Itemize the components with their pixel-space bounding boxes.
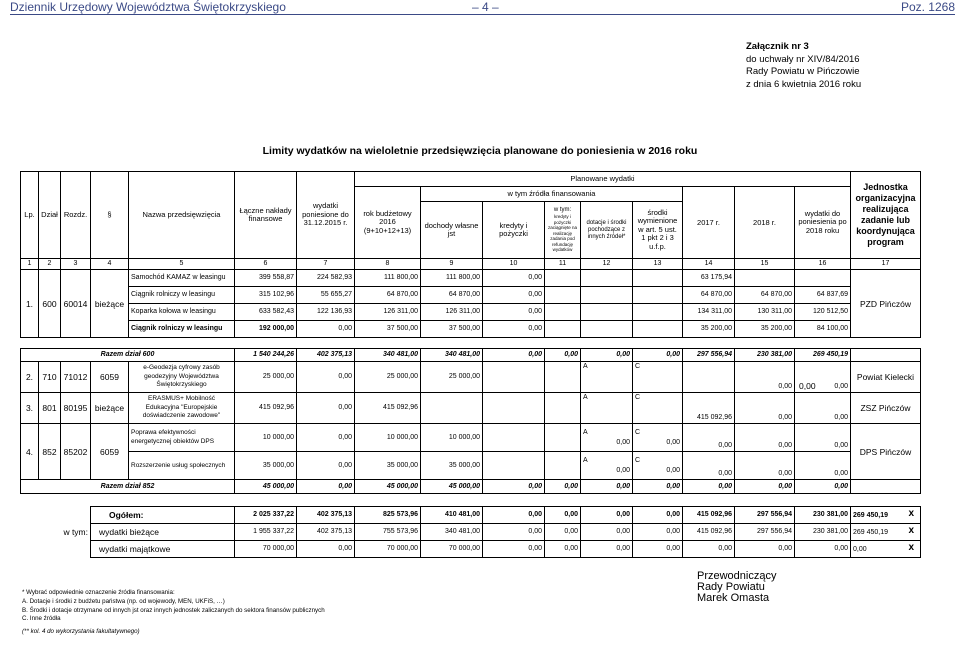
razem852-c10: 0,00: [483, 480, 545, 494]
g4-r1-c7: 0,00: [297, 424, 355, 452]
col-laczne: Łączne nakłady finansowe: [235, 172, 297, 259]
ogolem-c12: 0,00: [581, 507, 633, 524]
col-number: 7: [297, 259, 355, 270]
g2-unit-label: Powiat Kielecki: [856, 372, 915, 382]
col-number: 5: [129, 259, 235, 270]
majatkowe-c6: 70 000,00: [235, 541, 297, 558]
col-number: 12: [581, 259, 633, 270]
col-srodki: środki wymienione w art. 5 ust. 1 pkt 2 i 3 u.f.p.: [633, 202, 683, 259]
g3-rozdz: 80195: [61, 393, 91, 424]
g4-lp: 4.: [21, 424, 39, 480]
g3-c6: 415 092,96: [235, 393, 297, 424]
document-title: Limity wydatków na wieloletnie przedsięwzięcia planowane do poniesienia w 2016 roku: [262, 145, 698, 157]
razem852-c12: 0,00: [581, 480, 633, 494]
annex-title: Załącznik nr 3: [746, 41, 809, 52]
g3-c9: [421, 393, 483, 424]
ogolem-c17-value: 269 450,19: [853, 511, 889, 519]
col-rok-budzetowy: rok budżetowy 2016 (9+10+12+13): [355, 187, 421, 259]
g1-lp: 1.: [21, 270, 39, 338]
g4-r2-name: Rozszerzenie usług społecznych: [129, 452, 235, 480]
g3-par: bieżące: [91, 393, 129, 424]
g2-c16: 0,00: [799, 381, 816, 391]
g3-dzial: 801: [39, 393, 61, 424]
biezace-c6: 1 955 337,22: [235, 524, 297, 541]
footnote-2: A. Dotacje i środki z budżetu państwa (np. od wojewody, MEN, UKFiS, …): [22, 597, 225, 605]
majatkowe-x: x: [908, 542, 914, 553]
g1-r1-c7: 224 582,93: [297, 270, 355, 287]
ogolem-x: x: [908, 508, 914, 519]
signature-block: [697, 571, 776, 604]
g3-lp: 3.: [21, 393, 39, 424]
g4-r1-c14: 0,00: [683, 424, 735, 452]
col-number: 15: [735, 259, 795, 270]
signature-name: Marek Omasta: [697, 592, 770, 604]
annex-line-3: z dnia 6 kwietnia 2016 roku: [746, 78, 862, 90]
g1-r4-c14: 35 200,00: [683, 321, 735, 338]
table-row: [21, 424, 921, 452]
g4-r1-c16: 0,00: [795, 424, 851, 452]
g1-r2-c14: 64 870,00: [683, 287, 735, 304]
g2-unit: [799, 362, 921, 393]
biezace-x: x: [908, 525, 914, 536]
biezace-c16: 230 381,00: [795, 524, 851, 541]
g1-r4-c8: 37 500,00: [355, 321, 421, 338]
col-number: 8: [355, 259, 421, 270]
majatkowe-c12: 0,00: [581, 541, 633, 558]
g4-r2-c12: [581, 452, 633, 480]
col-number: 1: [21, 259, 39, 270]
razem600-label: Razem dział 600: [21, 349, 235, 362]
g4-r2-c11: [545, 452, 581, 480]
g1-r4-name: Ciągnik rolniczy w leasingu: [129, 321, 235, 338]
biezace-c17-value: 269 450,19: [853, 528, 889, 536]
journal-name: Dziennik Urzędowy Województwa Świętokrzyskiego: [10, 0, 286, 14]
col-zrodla: w tym źródła finansowania: [421, 187, 683, 202]
annex-line-2: Rady Powiatu w Pińczowie: [746, 66, 860, 78]
g1-r1-c15: [735, 270, 795, 287]
biezace-c12: 0,00: [581, 524, 633, 541]
w-tym-label: w tym:: [63, 527, 88, 537]
g1-r1-c16: [795, 270, 851, 287]
g4-r2-c12-value: 0,00: [616, 466, 630, 474]
col-number: 6: [235, 259, 297, 270]
razem600-c15: 230 381,00: [735, 349, 795, 362]
g1-r2-c7: 55 655,27: [297, 287, 355, 304]
razem852-c15: 0,00: [735, 480, 795, 494]
g1-r3-c9: 126 311,00: [421, 304, 483, 321]
g2-c7: 0,00: [297, 362, 355, 393]
ogolem-c6: 2 025 337,22: [235, 507, 297, 524]
g1-r1-c11: [545, 270, 581, 287]
annex-line-1: do uchwały nr XIV/84/2016: [746, 53, 860, 65]
g1-r2-c6: 315 102,96: [235, 287, 297, 304]
grand-total-row: [21, 507, 921, 524]
razem852-c9: 45 000,00: [421, 480, 483, 494]
col-dochody: dochody własne jst: [421, 202, 483, 259]
g4-r1-c8: 10 000,00: [355, 424, 421, 452]
g1-r2-c10: 0,00: [483, 287, 545, 304]
annex-block: [746, 41, 861, 91]
g1-r1-c13: [633, 270, 683, 287]
razem852-label: Razem dział 852: [21, 480, 235, 494]
razem600-c11: 0,00: [545, 349, 581, 362]
razem852-c11: 0,00: [545, 480, 581, 494]
g2-name: e-Geodezja cyfrowy zasób geodezyjny Województwa Świętokrzyskiego: [129, 362, 235, 393]
col-planowane: Planowane wydatki: [355, 172, 851, 187]
limits-table: [20, 171, 921, 558]
ogolem-c16-value: 230 381,00: [812, 511, 848, 518]
g1-r3-c10: 0,00: [483, 304, 545, 321]
g1-r3-c6: 633 582,43: [235, 304, 297, 321]
g1-r1-c9: 111 800,00: [421, 270, 483, 287]
signature-role: Przewodniczący: [697, 570, 777, 582]
g1-r3-c12: [581, 304, 633, 321]
signature-body: Rady Powiatu: [697, 581, 765, 593]
biezace-label: wydatki bieżące: [91, 524, 235, 541]
ogolem-c8: 825 573,96: [355, 507, 421, 524]
g4-r1-c15: 0,00: [735, 424, 795, 452]
col-nazwa: Nazwa przedsięwzięcia: [129, 172, 235, 259]
g3-unit: ZSZ Pińczów: [851, 393, 921, 424]
page-marker: – 4 –: [472, 0, 499, 14]
g1-r4-c16: 84 100,00: [795, 321, 851, 338]
g3-src13: C: [633, 393, 683, 424]
g2-c6: 25 000,00: [235, 362, 297, 393]
g3-c15: 0,00: [735, 393, 795, 424]
g3-c10: [483, 393, 545, 424]
majatkowe-c14: 0,00: [683, 541, 735, 558]
g2-par: 6059: [91, 362, 129, 393]
g2-src12: A: [581, 362, 633, 393]
g1-r2-c12: [581, 287, 633, 304]
g3-c11: [545, 393, 581, 424]
current-expenses-row: [21, 524, 921, 541]
col-w-tym: [545, 202, 581, 259]
col-number: 13: [633, 259, 683, 270]
biezace-c15: 297 556,94: [735, 524, 795, 541]
spacer: [21, 338, 921, 349]
col-2018: 2018 r.: [735, 187, 795, 259]
col-lp: Lp.: [21, 172, 39, 259]
g3-c8: 415 092,96: [355, 393, 421, 424]
g3-c16: 0,00: [795, 393, 851, 424]
col-number: 2: [39, 259, 61, 270]
g4-r1-src13: C: [635, 428, 641, 436]
razem600-c7: 402 375,13: [297, 349, 355, 362]
footnote-3: B. Środki i dotacje otrzymane od innych jst oraz innych jednostek zaliczanych do sektora finansów publicznych: [22, 606, 325, 614]
g1-r2-c16: 64 837,69: [795, 287, 851, 304]
razem852-c13: 0,00: [633, 480, 683, 494]
ogolem-c7: 402 375,13: [297, 507, 355, 524]
g4-r1-c13: [633, 424, 683, 452]
razem852-c16: 0,00: [795, 480, 851, 494]
g4-r2-c13-value: 0,00: [666, 466, 680, 474]
g4-r1-c9: 10 000,00: [421, 424, 483, 452]
ogolem-c16: [795, 507, 851, 524]
g2-rozdz: 71012: [61, 362, 91, 393]
table-row: [21, 393, 921, 424]
g1-r1-c8: 111 800,00: [355, 270, 421, 287]
razem600-c13: 0,00: [633, 349, 683, 362]
subtotal-row-852: [21, 480, 921, 494]
g1-r1-name: Samochód KAMAZ w leasingu: [129, 270, 235, 287]
g1-r3-c13: [633, 304, 683, 321]
g1-rozdz: 60014: [61, 270, 91, 338]
g4-r2-c15: 0,00: [735, 452, 795, 480]
g2-c9: 25 000,00: [421, 362, 483, 393]
razem852-c14: 0,00: [683, 480, 735, 494]
col-dzial: Dział: [39, 172, 61, 259]
g3-src12: A: [581, 393, 633, 424]
col-jednostka: Jednostka organizacyjna realizująca zadanie lub koordynująca program: [851, 172, 921, 259]
g1-r4-c13: [633, 321, 683, 338]
footnote-5: (** kol. 4 do wykorzystania fakultatywnego): [22, 628, 140, 636]
g1-par: bieżące: [91, 270, 129, 338]
g4-r1-c10: [483, 424, 545, 452]
table-row: [21, 362, 921, 393]
majatkowe-c15: 0,00: [735, 541, 795, 558]
majatkowe-blank: [21, 541, 91, 558]
majatkowe-c10: 0,00: [483, 541, 545, 558]
g1-r3-name: Koparka kołowa w leasingu: [129, 304, 235, 321]
table-row: [21, 287, 921, 304]
g1-r2-c9: 64 870,00: [421, 287, 483, 304]
razem600-c16: 269 450,19: [795, 349, 851, 362]
g4-r1-c13-value: 0,00: [666, 438, 680, 446]
razem600-c17: [851, 349, 921, 362]
g1-unit: PZD Pińczów: [851, 270, 921, 338]
g1-r3-c7: 122 136,93: [297, 304, 355, 321]
subtotal-row-600: [21, 349, 921, 362]
razem600-c9: 340 481,00: [421, 349, 483, 362]
g2-c10: [483, 362, 545, 393]
col-number: 17: [851, 259, 921, 270]
position-number: Poz. 1268: [900, 0, 955, 14]
g1-r4-c11: [545, 321, 581, 338]
col-2017: 2017 r.: [683, 187, 735, 259]
g4-r1-c12: [581, 424, 633, 452]
column-numbers-row: [21, 259, 921, 270]
biezace-c10: 0,00: [483, 524, 545, 541]
g1-r1-c12: [581, 270, 633, 287]
g1-r2-c11: [545, 287, 581, 304]
ogolem-c17: [851, 507, 921, 524]
g3-name: ERASMUS+ Mobilność Edukacyjna "Europejskie doświadczenie zawodowe": [129, 393, 235, 424]
g4-r2-src12: A: [583, 456, 588, 464]
col-number: 14: [683, 259, 735, 270]
col-wydatki-poniesione: wydatki poniesione do 31.12.2015 r.: [297, 172, 355, 259]
g4-dzial: 852: [39, 424, 61, 480]
col-rozdz: Rozdz.: [61, 172, 91, 259]
razem600-c10: 0,00: [483, 349, 545, 362]
g1-r3-c14: 134 311,00: [683, 304, 735, 321]
g4-r2-c7: 0,00: [297, 452, 355, 480]
col-w-tym-detail: kredyty i pożyczki zaciągnięte na realizację zadania pod refundację wydatków: [547, 214, 578, 253]
table-row: [21, 321, 921, 338]
g2-dzial: 710: [39, 362, 61, 393]
g4-r2-c6: 35 000,00: [235, 452, 297, 480]
g1-r2-name: Ciągnik rolniczy w leasingu: [129, 287, 235, 304]
g2-c11: [545, 362, 581, 393]
ogolem-c14: 415 092,96: [683, 507, 735, 524]
journal-header: [10, 0, 955, 15]
majatkowe-c11: 0,00: [545, 541, 581, 558]
g1-r2-c13: [633, 287, 683, 304]
g1-r1-c14: 63 175,94: [683, 270, 735, 287]
razem852-c6: 45 000,00: [235, 480, 297, 494]
ogolem-c13: 0,00: [633, 507, 683, 524]
razem852-c17: [851, 480, 921, 494]
g3-c7: 0,00: [297, 393, 355, 424]
table-row: [21, 452, 921, 480]
g4-r2-c14: 0,00: [683, 452, 735, 480]
g2-c8: 25 000,00: [355, 362, 421, 393]
col-w-tym-label: w tym:: [553, 207, 572, 214]
g4-r1-name: Poprawa efektywności energetycznej obiektów DPS: [129, 424, 235, 452]
ogolem-c9: 410 481,00: [421, 507, 483, 524]
g4-r1-c6: 10 000,00: [235, 424, 297, 452]
majatkowe-c17: [851, 541, 921, 558]
g1-r3-c8: 126 311,00: [355, 304, 421, 321]
g1-r2-c15: 64 870,00: [735, 287, 795, 304]
razem852-c7: 0,00: [297, 480, 355, 494]
col-paragraph: §: [91, 172, 129, 259]
capital-expenses-row: [21, 541, 921, 558]
g4-unit: DPS Pińczów: [851, 424, 921, 480]
razem600-c12: 0,00: [581, 349, 633, 362]
g1-dzial: 600: [39, 270, 61, 338]
razem600-c6: 1 540 244,26: [235, 349, 297, 362]
majatkowe-c8: 70 000,00: [355, 541, 421, 558]
col-number: 16: [795, 259, 851, 270]
razem600-c14: 297 556,94: [683, 349, 735, 362]
col-po2018: wydatki do poniesienia po 2018 roku: [795, 187, 851, 259]
col-number: 4: [91, 259, 129, 270]
biezace-c14: 415 092,96: [683, 524, 735, 541]
biezace-c17: [851, 524, 921, 541]
biezace-c8: 755 573,96: [355, 524, 421, 541]
footnote-4: C. Inne źródła: [22, 615, 61, 623]
g4-r1-c12-value: 0,00: [616, 438, 630, 446]
majatkowe-c13: 0,00: [633, 541, 683, 558]
col-dotacje: dotacje i środki pochodzące z innych źródeł*: [581, 202, 633, 259]
col-kredyty: kredyty i pożyczki: [483, 202, 545, 259]
biezace-c13: 0,00: [633, 524, 683, 541]
biezace-c7: 402 375,13: [297, 524, 355, 541]
g1-r4-c9: 37 500,00: [421, 321, 483, 338]
g2-lp: 2.: [21, 362, 39, 393]
g2-c14: 0,00: [735, 362, 795, 393]
biezace-c9: 340 481,00: [421, 524, 483, 541]
g4-r2-src13: C: [635, 456, 641, 464]
g4-r1-src12: A: [583, 428, 588, 436]
g4-rozdz: 85202: [61, 424, 91, 480]
g1-r2-c8: 64 870,00: [355, 287, 421, 304]
ogolem-c10: 0,00: [483, 507, 545, 524]
g1-r1-c6: 399 558,87: [235, 270, 297, 287]
g1-r3-c11: [545, 304, 581, 321]
g1-r4-c15: 35 200,00: [735, 321, 795, 338]
spacer: [21, 494, 921, 507]
footnotes: [22, 589, 325, 637]
col-number: 10: [483, 259, 545, 270]
col-number: 3: [61, 259, 91, 270]
g3-c14: 415 092,96: [683, 393, 735, 424]
header-rule: [10, 14, 955, 15]
g1-r4-c10: 0,00: [483, 321, 545, 338]
g2-c15: 0,00: [795, 362, 851, 393]
col-number: 9: [421, 259, 483, 270]
g1-r1-c10: 0,00: [483, 270, 545, 287]
ogolem-c15: 297 556,94: [735, 507, 795, 524]
g4-r2-c16: 0,00: [795, 452, 851, 480]
majatkowe-c16: 0,00: [795, 541, 851, 558]
g1-r4-c7: 0,00: [297, 321, 355, 338]
majatkowe-c9: 70 000,00: [421, 541, 483, 558]
g4-r2-c10: [483, 452, 545, 480]
majatkowe-label: wydatki majątkowe: [91, 541, 235, 558]
g2-src13: C: [633, 362, 683, 393]
g4-r2-c9: 35 000,00: [421, 452, 483, 480]
ogolem-blank: [21, 507, 91, 524]
g1-r4-c12: [581, 321, 633, 338]
g4-r2-c8: 35 000,00: [355, 452, 421, 480]
g4-r2-c13: [633, 452, 683, 480]
g2-c14-empty: [683, 362, 735, 393]
table-row: [21, 304, 921, 321]
g4-par: 6059: [91, 424, 129, 480]
table-row: [21, 270, 921, 287]
g1-r3-c16: 120 512,50: [795, 304, 851, 321]
ogolem-label: Ogółem:: [91, 507, 235, 524]
majatkowe-c7: 0,00: [297, 541, 355, 558]
col-number: 11: [545, 259, 581, 270]
biezace-c11: 0,00: [545, 524, 581, 541]
footnote-1: * Wybrać odpowiednie oznaczenie źródła finansowania:: [22, 589, 175, 596]
g1-r3-c15: 130 311,00: [735, 304, 795, 321]
g4-r1-c11: [545, 424, 581, 452]
razem600-c8: 340 481,00: [355, 349, 421, 362]
majatkowe-c17-value: 0,00: [853, 545, 867, 553]
razem852-c8: 45 000,00: [355, 480, 421, 494]
g1-r4-c6: 192 000,00: [235, 321, 297, 338]
ogolem-c11: 0,00: [545, 507, 581, 524]
